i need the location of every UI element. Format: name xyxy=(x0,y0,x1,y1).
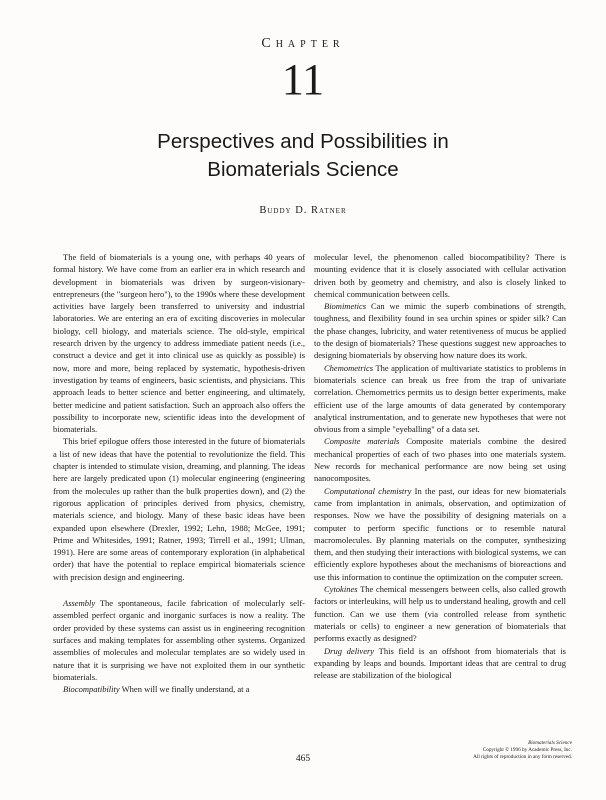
computational-chemistry-term: Computational chemistry xyxy=(324,485,412,496)
drug-delivery-term: Drug delivery xyxy=(324,645,375,656)
biocompatibility-entry xyxy=(53,683,305,695)
biocompatibility-term: Biocompatibility xyxy=(63,684,120,695)
composite-materials-term: Composite materials xyxy=(324,436,400,447)
drug-delivery-entry xyxy=(314,645,566,682)
epilogue-paragraph: This brief epilogue offers those interested in the future of biomaterials a list of new ideas that have the potential to revolutionize the field. This chapter is intended to stimulate vision, dreaming, and planning. The ideas here are largely predicated upon (1) molecular engineering (engineering from the molecules up rather than the bulk properties down), and (2) the rigorous application of principles derived from physics, chemistry, materials science, and biology. Many of these basic ideas have been expanded upon elsewhere (Drexler, 1992; Lehn, 1988; McGee, 1991; Prime and Whitesides, 1991; Ratner, 1993; Tirrell et al., 1991; Ulman, 1991). Here are some areas of contemporary exploration (in alphabetical order) that have the potential to replace empirical biomaterials science with precision design and engineering. xyxy=(53,436,305,582)
cytokines-term: Cytokines xyxy=(324,584,358,595)
assembly-text: The spontaneous, facile fabrication of molecularly self-assembled perfect organic and inorganic surfaces is now a reality. The order provided by these systems can assist us in engineering recognition surfaces and making templates for assembling other systems. Organized assemblies of molecules and molecular templates are so widely used in nature that it is surprising we have not exploited them in our synthetic biomaterials. xyxy=(53,598,305,682)
book-title: Biomaterials Science xyxy=(528,740,572,746)
chemometrics-term: Chemometrics xyxy=(324,362,374,373)
right-text-column xyxy=(314,251,566,681)
page-number: 465 xyxy=(295,754,311,764)
biocompatibility-text: When will we finally understand, at a xyxy=(121,684,250,695)
chemometrics-entry xyxy=(314,362,566,436)
biomimetics-entry xyxy=(314,300,566,361)
composite-materials-entry xyxy=(314,435,566,484)
drug-delivery-text: This field is an offshoot from biomaterials that is expanding by leaps and bounds. Important ideas that are central to drug release are stabilization of the biological xyxy=(314,645,566,681)
copyright-line: Copyright © 1996 by Academic Press, Inc. xyxy=(482,747,572,753)
assembly-term: Assembly xyxy=(63,598,96,609)
composite-materials-text: Composite materials combine the desired mechanical properties of each of two phases into one materials system. New records for mechanical performance are now being set using nanocomposites. xyxy=(314,436,567,484)
chapter-title xyxy=(0,128,606,184)
computational-chemistry-entry xyxy=(314,485,566,583)
assembly-entry xyxy=(53,597,305,683)
chemometrics-text: The application of multivariate statistics to problems in biomaterials science can break us free from the trap of univariate correlation. Chemometrics permits us to design better experiments, make efficient use of the large amounts of data generated by contemporary analytical instrumentation, and to generate new hypotheses that were not obvious from a simple "eyeballing" of a data set. xyxy=(314,362,566,435)
biomimetics-term: Biomimetics xyxy=(324,301,367,312)
chapter-title-line-1: Perspectives and Possibilities in xyxy=(157,130,449,153)
author-name: Buddy D. Ratner xyxy=(259,205,347,216)
chapter-label: Chapter xyxy=(261,36,345,51)
intro-paragraph: The field of biomaterials is a young one, with perhaps 40 years of formal history. We have come from an earlier era in which research and development in biomaterials was driven by surgeon-visionary-entrepreneurs (the "surgeon hero"), to the 1990s where these development activities have largely been transferred to university and industrial laboratories. We are entering an era of exciting discoveries in molecular biology, cell biology, and materials science. The old-style, empirical research driven by the urgency to address immediate patient needs (i.e., construct a device and get it into clinical use as quickly as possible) is now, more and more, being replaced by systematic, hypothesis-driven investigation by teams of engineers, basic scientists, and physicians. This approach leads to better science and better engineering, and ultimately, better medicine and patient satisfaction. Such an approach also offers the possibility to incorporate new, scientific ideas into the development of biomaterials. xyxy=(53,252,305,435)
cytokines-text: The chemical messengers between cells, also called growth factors or interleukins, will help us to understand healing, growth and cell function. Can we use them (via controlled release from synthetic materials or cells) to engineer a new generation of biomaterials that performs exactly as designed? xyxy=(314,584,566,644)
left-text-column xyxy=(53,251,305,695)
biomimetics-text: Can we mimic the superb combinations of strength, toughness, and flexibility found in sea urchin spines or spider silk? Can the phase changes, lubricity, and water retentiveness of mucus be applied to the design of biomaterials? These questions suggest new approaches to designing biomaterials by observing how nature does its work. xyxy=(314,301,566,361)
chapter-title-line-2: Biomaterials Science xyxy=(207,158,399,181)
copyright-notice xyxy=(473,740,572,761)
cytokines-entry xyxy=(314,583,566,644)
chapter-number: 11 xyxy=(281,55,325,104)
computational-chemistry-text: In the past, our ideas for new biomaterials came from implantation in animals, observation, and optimization of responses. Now we have the possibility of designing materials on a computer to perform specific functions or to resemble natural macromolecules. By planning materials on the computer, synthesizing them, and then studying their interactions with biological systems, we can efficiently explore hypotheses about the mechanisms of bioreactions and use this information to continue the optimization on the computer screen. xyxy=(314,485,566,582)
biocompatibility-continuation: molecular level, the phenomenon called biocompatibility? There is mounting evidence that it is closely associated with cellular activation driven both by geometry and chemistry, and also is closely linked to chemical communication between cells. xyxy=(314,252,566,299)
rights-line: All rights of reproduction in any form reserved. xyxy=(473,754,572,760)
